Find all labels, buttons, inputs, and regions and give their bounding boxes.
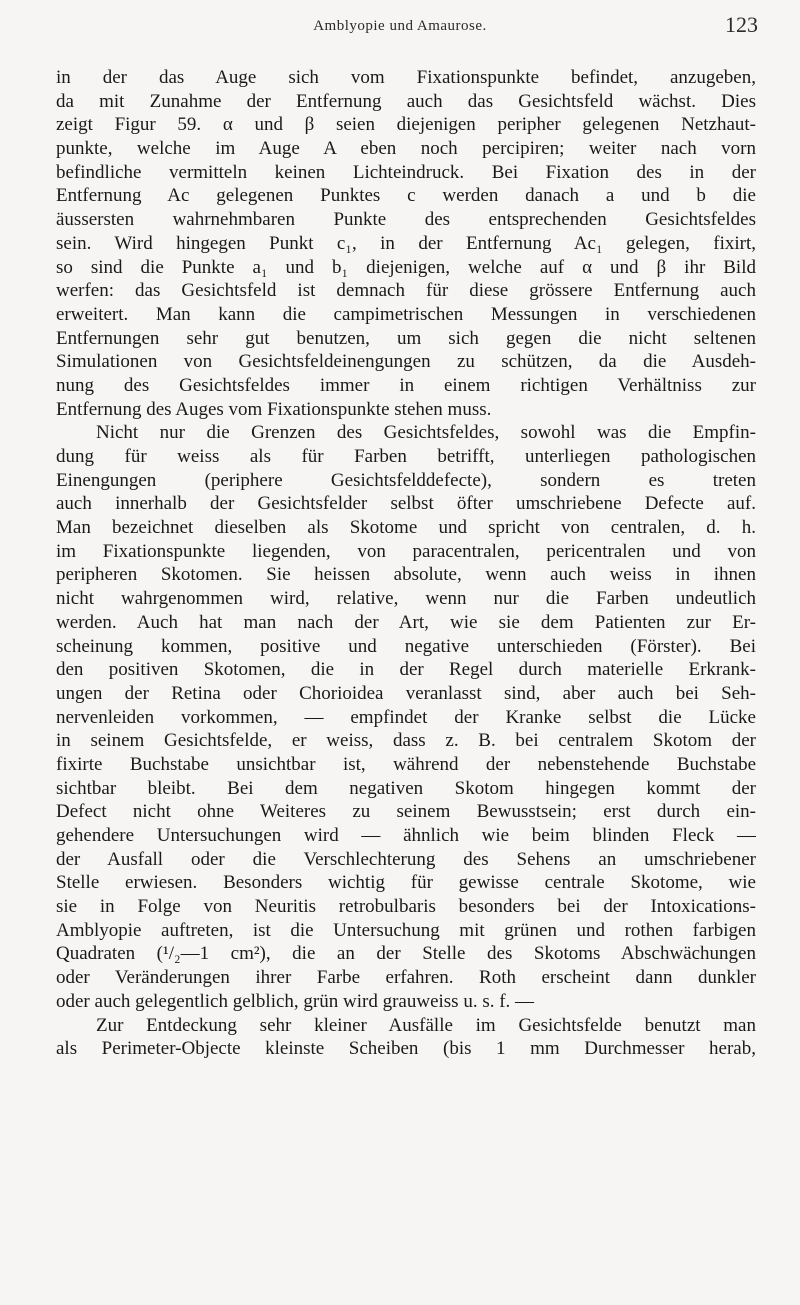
text-line: in der das Auge sich vom Fixationspunkte befindet, anzugeben, <box>56 67 756 88</box>
text-line: gehendere Untersuchungen wird — ähnlich wie beim blinden Fleck — <box>56 825 756 846</box>
text-line: nervenleiden vorkommen, — empfindet der Kranke selbst die Lücke <box>56 706 756 728</box>
text-line: Defect nicht ohne Weiteres zu seinem Bewusstsein; erst durch ein- <box>56 801 756 823</box>
text-line: dung für weiss als für Farben betrifft, unterliegen pathologischen <box>56 446 756 467</box>
text-line: Quadraten (¹/₂—1 cm²), die an der Stelle des Skotoms Abschwächungen <box>56 943 756 965</box>
text-line: werfen: das Gesichtsfeld ist demnach für diese grössere Entfernung auch <box>56 280 756 302</box>
text-line: sie in Folge von Neuritis retrobulbaris besonders bei der Intoxications- <box>56 896 756 918</box>
text-line: Zur Entdeckung sehr kleiner Ausfälle im Gesichtsfelde benutzt man <box>96 1014 756 1036</box>
text-line: der Ausfall oder die Verschlechterung des Sehens an umschriebener <box>56 848 756 870</box>
text-line: Entfernung Ac gelegenen Punktes c werden danach a und b die <box>56 185 756 207</box>
text-line: zeigt Figur 59. α und β seien diejenigen peripher gelegenen Netzhaut- <box>56 114 756 136</box>
text-line: Entfernungen sehr gut benutzen, um sich gegen die nicht seltenen <box>56 327 756 349</box>
text-line: nung des Gesichtsfeldes immer in einem richtigen Verhältniss zur <box>56 374 756 396</box>
text-line: peripheren Skotomen. Sie heissen absolute, wenn auch weiss in ihnen <box>56 564 756 586</box>
text-line: als Perimeter-Objecte kleinste Scheiben (bis 1 mm Durchmesser herab, <box>56 1038 756 1060</box>
text-line: Man bezeichnet dieselben als Skotome und spricht von centralen, d. h. <box>56 517 756 539</box>
text-line: so sind die Punkte a₁ und b₁ diejenigen, welche auf α und β ihr Bild <box>56 256 756 278</box>
text-line: auch innerhalb der Gesichtsfelder selbst öfter umschriebene Defecte auf. <box>56 493 756 515</box>
body-text <box>56 66 756 1061</box>
text-line: sichtbar bleibt. Bei dem negativen Skotom hingegen kommt der <box>56 777 756 799</box>
text-line: scheinung kommen, positive und negative unterschieden (Förster). Bei <box>56 635 756 657</box>
text-line: den positiven Skotomen, die in der Regel durch materielle Erkrank- <box>56 659 756 681</box>
running-title: Amblyopie und Amaurose. <box>313 18 487 34</box>
text-line: ungen der Retina oder Chorioidea veranlasst sind, aber auch bei Seh- <box>56 682 756 704</box>
text-line: oder auch gelegentlich gelblich, grün wird grauweiss u. s. f. — <box>56 990 535 1012</box>
text-line: nicht wahrgenommen wird, relative, wenn nur die Farben undeutlich <box>56 588 756 610</box>
text-line: Entfernung des Auges vom Fixationspunkte stehen muss. <box>56 398 492 420</box>
text-line: werden. Auch hat man nach der Art, wie sie dem Patienten zur Er- <box>56 611 756 633</box>
text-line: sein. Wird hingegen Punkt c₁, in der Entfernung Ac₁ gelegen, fixirt, <box>56 232 756 254</box>
text-line: befindliche vermitteln keinen Lichteindruck. Bei Fixation des in der <box>56 161 756 183</box>
text-line: oder Veränderungen ihrer Farbe erfahren. Roth erscheint dann dunkler <box>56 967 756 989</box>
text-line: äussersten wahrnehmbaren Punkte des entsprechenden Gesichtsfeldes <box>56 209 756 231</box>
text-line: da mit Zunahme der Entfernung auch das Gesichtsfeld wächst. Dies <box>56 90 756 112</box>
text-line: Simulationen von Gesichtsfeldeinengungen zu schützen, da die Ausdeh- <box>56 351 756 373</box>
text-line: punkte, welche im Auge A eben noch percipiren; weiter nach vorn <box>56 138 756 160</box>
text-line: in seinem Gesichtsfelde, er weiss, dass z. B. bei centralem Skotom der <box>56 730 756 752</box>
text-line: fixirte Buchstabe unsichtbar ist, während der nebenstehende Buchstabe <box>56 753 756 775</box>
text-line: erweitert. Man kann die campimetrischen Messungen in verschiedenen <box>56 303 756 325</box>
text-line: Amblyopie auftreten, ist die Untersuchung mit grünen und rothen farbigen <box>56 919 756 941</box>
page-number: 123 <box>725 12 758 37</box>
text-line: Einengungen (periphere Gesichtsfelddefecte), sondern es treten <box>56 469 756 491</box>
text-line: Nicht nur die Grenzen des Gesichtsfeldes, sowohl was die Empfin- <box>96 422 756 444</box>
text-line: Stelle erwiesen. Besonders wichtig für gewisse centrale Skotome, wie <box>56 872 756 894</box>
text-line: im Fixationspunkte liegenden, von paracentralen, pericentralen und von <box>56 540 756 562</box>
